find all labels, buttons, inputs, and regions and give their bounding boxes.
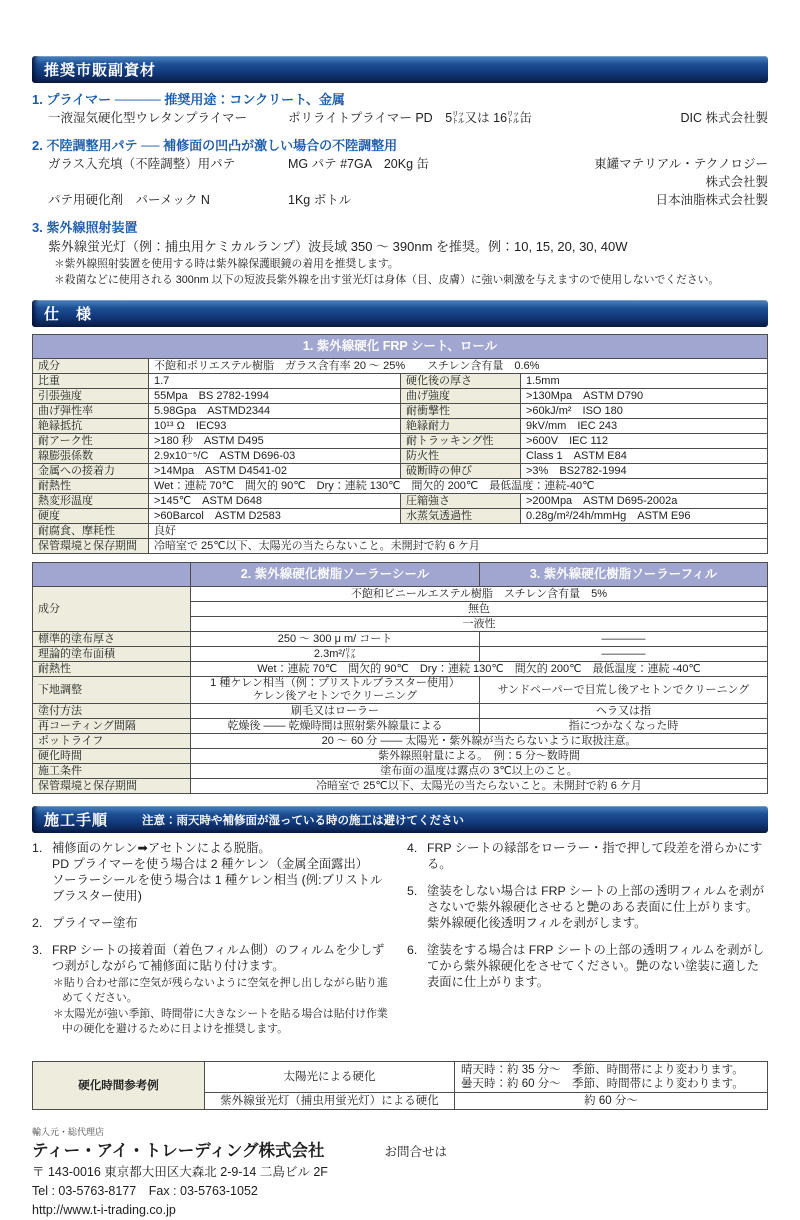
product-maker: DIC 株式会社製 (680, 111, 768, 125)
table-header-empty (33, 563, 191, 587)
step-line: PD プライマーを使う場合は 2 種ケレン（金属全面露出） (52, 857, 369, 871)
step-note: ＊太陽光が強い季節、時間帯に大きなシートを貼る場合は貼付け作業中の硬化を避けるために日よけを推奨します。 (53, 1008, 388, 1035)
spec-label: 硬化後の厚さ (401, 374, 521, 389)
spec-value: 20 ～ 60 分 ―― 太陽光・紫外線が当たらないように取扱注意。 (191, 734, 768, 749)
spec-value: 1.5mm (521, 374, 768, 389)
spec-label: 耐熱性 (33, 479, 149, 494)
curing-time-line: 晴天時：約 35 分～ 季節、時間帯により変わります。 (461, 1064, 744, 1076)
spec-value: 0.28g/m²/24h/mmHg ASTM E96 (521, 509, 768, 524)
spec-label: 硬化時間 (33, 749, 191, 764)
spec-value: 塗布面の温度は露点の 3℃以上のこと。 (191, 764, 768, 779)
item-row (32, 191, 768, 209)
spec-value: ———— (480, 632, 768, 647)
product-name: 一液湿気硬化型ウレタンプライマー (48, 111, 248, 125)
product-name: パテ用硬化剤 パーメック N (48, 193, 210, 207)
spec-value: 冷暗室で 25℃以下、太陽光の当たらないこと。未開封で約 6 ケ月 (191, 779, 768, 794)
step-line: ソーラーシールを使う場合は 1 種ケレン相当 (例:ブリストルブラスター使用) (52, 873, 383, 903)
product-spec: ポリライトプライマー PD 5㍑又は 16㍑缶 (288, 111, 533, 125)
spec-value: 一液性 (191, 617, 768, 632)
spec-value: >60Barcol ASTM D2583 (149, 509, 401, 524)
spec-value: >130Mpa ASTM D790 (521, 389, 768, 404)
spec-label: 硬度 (33, 509, 149, 524)
spec-value: >600V IEC 112 (521, 434, 768, 449)
step-number: 3. (32, 943, 43, 957)
footer (32, 1126, 768, 1220)
spec-value: 不飽和ポリエステル樹脂 ガラス含有率 20 ～ 25% スチレン含有量 0.6% (149, 359, 768, 374)
spec-value: 2.3m²/㍑ (191, 647, 480, 662)
step-text (52, 840, 393, 904)
curing-method: 太陽光による硬化 (205, 1062, 455, 1093)
recommended-item-primer (32, 90, 768, 127)
spec-label: 施工条件 (33, 764, 191, 779)
spec-value: Class 1 ASTM E84 (521, 449, 768, 464)
step-6 (407, 942, 768, 990)
step-line: 紫外線硬化後透明フィルを剥がします。 (427, 916, 647, 930)
item-row (32, 109, 768, 127)
step-line: FRP シートの接着面（着色フィルム側）のフィルムを少しずつ剥がしながらて補修面に貼り付けます。 (52, 943, 385, 973)
spec-label: 絶縁抵抗 (33, 419, 149, 434)
spec-label: 破断時の伸び (401, 464, 521, 479)
step-number: 5. (407, 884, 418, 898)
footer-role: 輸入元・総代理店 (32, 1127, 105, 1137)
spec-value: 無色 (191, 602, 768, 617)
spec-label: 金属への接着力 (33, 464, 149, 479)
spec-value: >200Mpa ASTM D695-2002a (521, 494, 768, 509)
spec-value: >14Mpa ASTM D4541-02 (149, 464, 401, 479)
spec-label: 水蒸気透過性 (401, 509, 521, 524)
step-number: 4. (407, 841, 418, 855)
item-row (32, 155, 768, 191)
product-maker: 日本油脂株式会社製 (655, 193, 768, 207)
spec-value: 10¹³ Ω IEC93 (149, 419, 401, 434)
step-number: 6. (407, 943, 418, 957)
product-name: ガラス入充填（不陸調整）用パテ (48, 157, 236, 171)
spec-label: 標準的塗布厚さ (33, 632, 191, 647)
item-line: 紫外線蛍光灯（例：捕虫用ケミカルランプ）波長域 350 ～ 390nm を推奨。例：10, 15, 20, 30, 40W (48, 239, 628, 254)
table-title: 1. 紫外線硬化 FRP シート、ロール (33, 335, 768, 359)
spec-table-solar-seal-fill (32, 562, 768, 794)
spec-value: 指につかなくなった時 (480, 719, 768, 734)
section-bar-procedure (32, 806, 768, 833)
spec-label: 曲げ弾性率 (33, 404, 149, 419)
step-number: 1. (32, 841, 43, 855)
section-title: 仕 様 (44, 306, 93, 323)
step-1 (32, 840, 393, 904)
procedure-steps (32, 840, 768, 1047)
spec-label: 耐アーク性 (33, 434, 149, 449)
step-line: 塗装をしない場合は FRP シートの上部の透明フィルムを剥がさないで紫外線硬化させると艶のある表面に仕上がります。 (427, 884, 765, 914)
footer-company-row (32, 1139, 768, 1163)
spec-label: 耐熱性 (33, 662, 191, 677)
curing-time-table (32, 1061, 768, 1110)
spec-label: 絶縁耐力 (401, 419, 521, 434)
curing-method: 紫外線蛍光灯（捕虫用蛍光灯）による硬化 (205, 1093, 455, 1110)
table-header-solar-seal: 2. 紫外線硬化樹脂ソーラーシール (191, 563, 480, 587)
spec-label: 耐衝撃性 (401, 404, 521, 419)
step-2 (32, 915, 393, 931)
company-name: ティー・アイ・トレーディング株式会社 (32, 1142, 325, 1160)
spec-value: サンドペーパーで目荒し後アセトンでクリーニング (480, 677, 768, 704)
curing-table-label: 硬化時間参考例 (33, 1062, 205, 1110)
spec-value: >145℃ ASTM D648 (149, 494, 401, 509)
spec-label: 熱変形温度 (33, 494, 149, 509)
item-note: ＊紫外線照射装置を使用する時は紫外線保護眼鏡の着用を推奨します。 (54, 258, 399, 270)
section-note: 注意：雨天時や補修面が湿っている時の施工は避けてください (142, 814, 465, 827)
spec-label: 下地調整 (33, 677, 191, 704)
spec-label: 耐トラッキング性 (401, 434, 521, 449)
spec-value: 良好 (149, 524, 768, 539)
spec-label: 曲げ強度 (401, 389, 521, 404)
spec-value: 紫外線照射量による。 例：5 分～数時間 (191, 749, 768, 764)
spec-label: 線膨張係数 (33, 449, 149, 464)
spec-value: 9kV/mm IEC 243 (521, 419, 768, 434)
spec-value: 2.9x10⁻⁵/C ASTM D696-03 (149, 449, 401, 464)
spec-value: ヘラ又は指 (480, 704, 768, 719)
step-line: 補修面のケレン➡アセトンによる脱脂。 (52, 841, 271, 855)
recommended-item-uv-device (32, 218, 768, 288)
company-tel-fax: Tel : 03-5763-8177 Fax : 03-5763-1052 (32, 1184, 258, 1198)
spec-label: 耐腐食、摩耗性 (33, 524, 149, 539)
spec-label: 再コーティング間隔 (33, 719, 191, 734)
company-url: http://www.t-i-trading.co.jp (32, 1203, 176, 1217)
step-text (52, 942, 393, 1036)
spec-value: Wet：連続 70℃ 間欠的 90℃ Dry：連続 130℃ 間欠的 200℃ 最低温度：連続 -40℃ (191, 662, 768, 677)
step-text: 塗装をする場合は FRP シートの上部の透明フィルムを剥がしてから紫外線硬化をさせてください。艶のない塗装に適した表面に仕上がります。 (427, 943, 765, 989)
spec-value: Wet：連続 70℃ 間欠的 90℃ Dry：連続 130℃ 間欠的 200℃ 最低温度：連続-40℃ (149, 479, 768, 494)
steps-left-column (32, 840, 393, 1047)
product-spec: 1Kg ボトル (288, 193, 352, 207)
spec-value: >3% BS2782-1994 (521, 464, 768, 479)
spec-value: 不飽和ビニールエステル樹脂 スチレン含有量 5% (191, 587, 768, 602)
item-heading: 1. プライマー ───── 推奨用途：コンクリート、金属 (32, 92, 345, 107)
section-bar-spec (32, 300, 768, 327)
item-note: ＊殺菌などに使用される 300nm 以下の短波長紫外線を出す蛍光灯は身体（目、皮膚）に強い刺激を与えますので使用しないでください。 (54, 274, 720, 286)
item-heading: 2. 不陸調整用パテ ── 補修面の凹凸が激しい場合の不陸調整用 (32, 138, 398, 153)
spec-value: 55Mpa BS 2782-1994 (149, 389, 401, 404)
step-4 (407, 840, 768, 872)
spec-value: >180 秒 ASTM D495 (149, 434, 401, 449)
recommended-item-putty (32, 136, 768, 209)
step-text: FRP シートの縁部をローラー・指で押して段差を滑らかにする。 (427, 841, 763, 871)
spec-value-line: ケレン後アセトンでクリーニング (252, 690, 418, 702)
spec-label: 圧縮強さ (401, 494, 521, 509)
step-text (427, 883, 768, 931)
curing-time (455, 1062, 768, 1093)
spec-value: 5.98Gpa ASTMD2344 (149, 404, 401, 419)
spec-label: 保管環境と保存期間 (33, 539, 149, 554)
section-title: 推奨市販副資材 (44, 62, 157, 79)
step-number: 2. (32, 916, 43, 930)
spec-value: 冷暗室で 25℃以下、太陽光の当たらないこと。未開封で約 6 ケ月 (149, 539, 768, 554)
spec-label: 保管環境と保存期間 (33, 779, 191, 794)
section-bar-recommended (32, 56, 768, 83)
curing-time: 約 60 分～ (455, 1093, 768, 1110)
product-maker: 東罐マテリアル・テクノロジー株式会社製 (594, 157, 768, 189)
company-address: 〒 143-0016 東京都大田区大森北 2-9-14 二島ビル 2F (32, 1165, 328, 1179)
spec-label: 理論的塗布面積 (33, 647, 191, 662)
item-heading: 3. 紫外線照射装置 (32, 220, 138, 235)
step-text: プライマー塗布 (52, 916, 138, 930)
spec-value (191, 677, 480, 704)
spec-value: >60kJ/m² ISO 180 (521, 404, 768, 419)
spec-value: 刷毛又はローラー (191, 704, 480, 719)
spec-value: 乾燥後 ―― 乾燥時間は照射紫外線量による (191, 719, 480, 734)
spec-table-frp-sheet (32, 334, 768, 554)
spec-label: 引張強度 (33, 389, 149, 404)
section-title: 施工手順 (44, 812, 109, 829)
spec-label: 塗付方法 (33, 704, 191, 719)
spec-label: ポットライフ (33, 734, 191, 749)
spec-value-line: 1 種ケレン相当（例：ブリストルブラスター使用） (210, 677, 460, 689)
step-5 (407, 883, 768, 931)
product-spec: MG パテ #7GA 20Kg 缶 (288, 157, 430, 171)
steps-right-column (407, 840, 768, 1047)
spec-label: 防火性 (401, 449, 521, 464)
spec-value: ———— (480, 647, 768, 662)
step-3 (32, 942, 393, 1036)
spec-label: 成分 (33, 587, 191, 632)
spec-value: 250 ～ 300 μ m/ コート (191, 632, 480, 647)
curing-time-line: 曇天時：約 60 分～ 季節、時間帯により変わります。 (461, 1078, 744, 1090)
spec-label: 比重 (33, 374, 149, 389)
table-header-solar-fill: 3. 紫外線硬化樹脂ソーラーフィル (480, 563, 768, 587)
spec-label: 成分 (33, 359, 149, 374)
spec-value: 1.7 (149, 374, 401, 389)
contact-label: お問合せは (384, 1145, 448, 1159)
step-note: ＊貼り合わせ部に空気が残らないように空気を押し出しながら貼り進めてください。 (53, 977, 388, 1004)
